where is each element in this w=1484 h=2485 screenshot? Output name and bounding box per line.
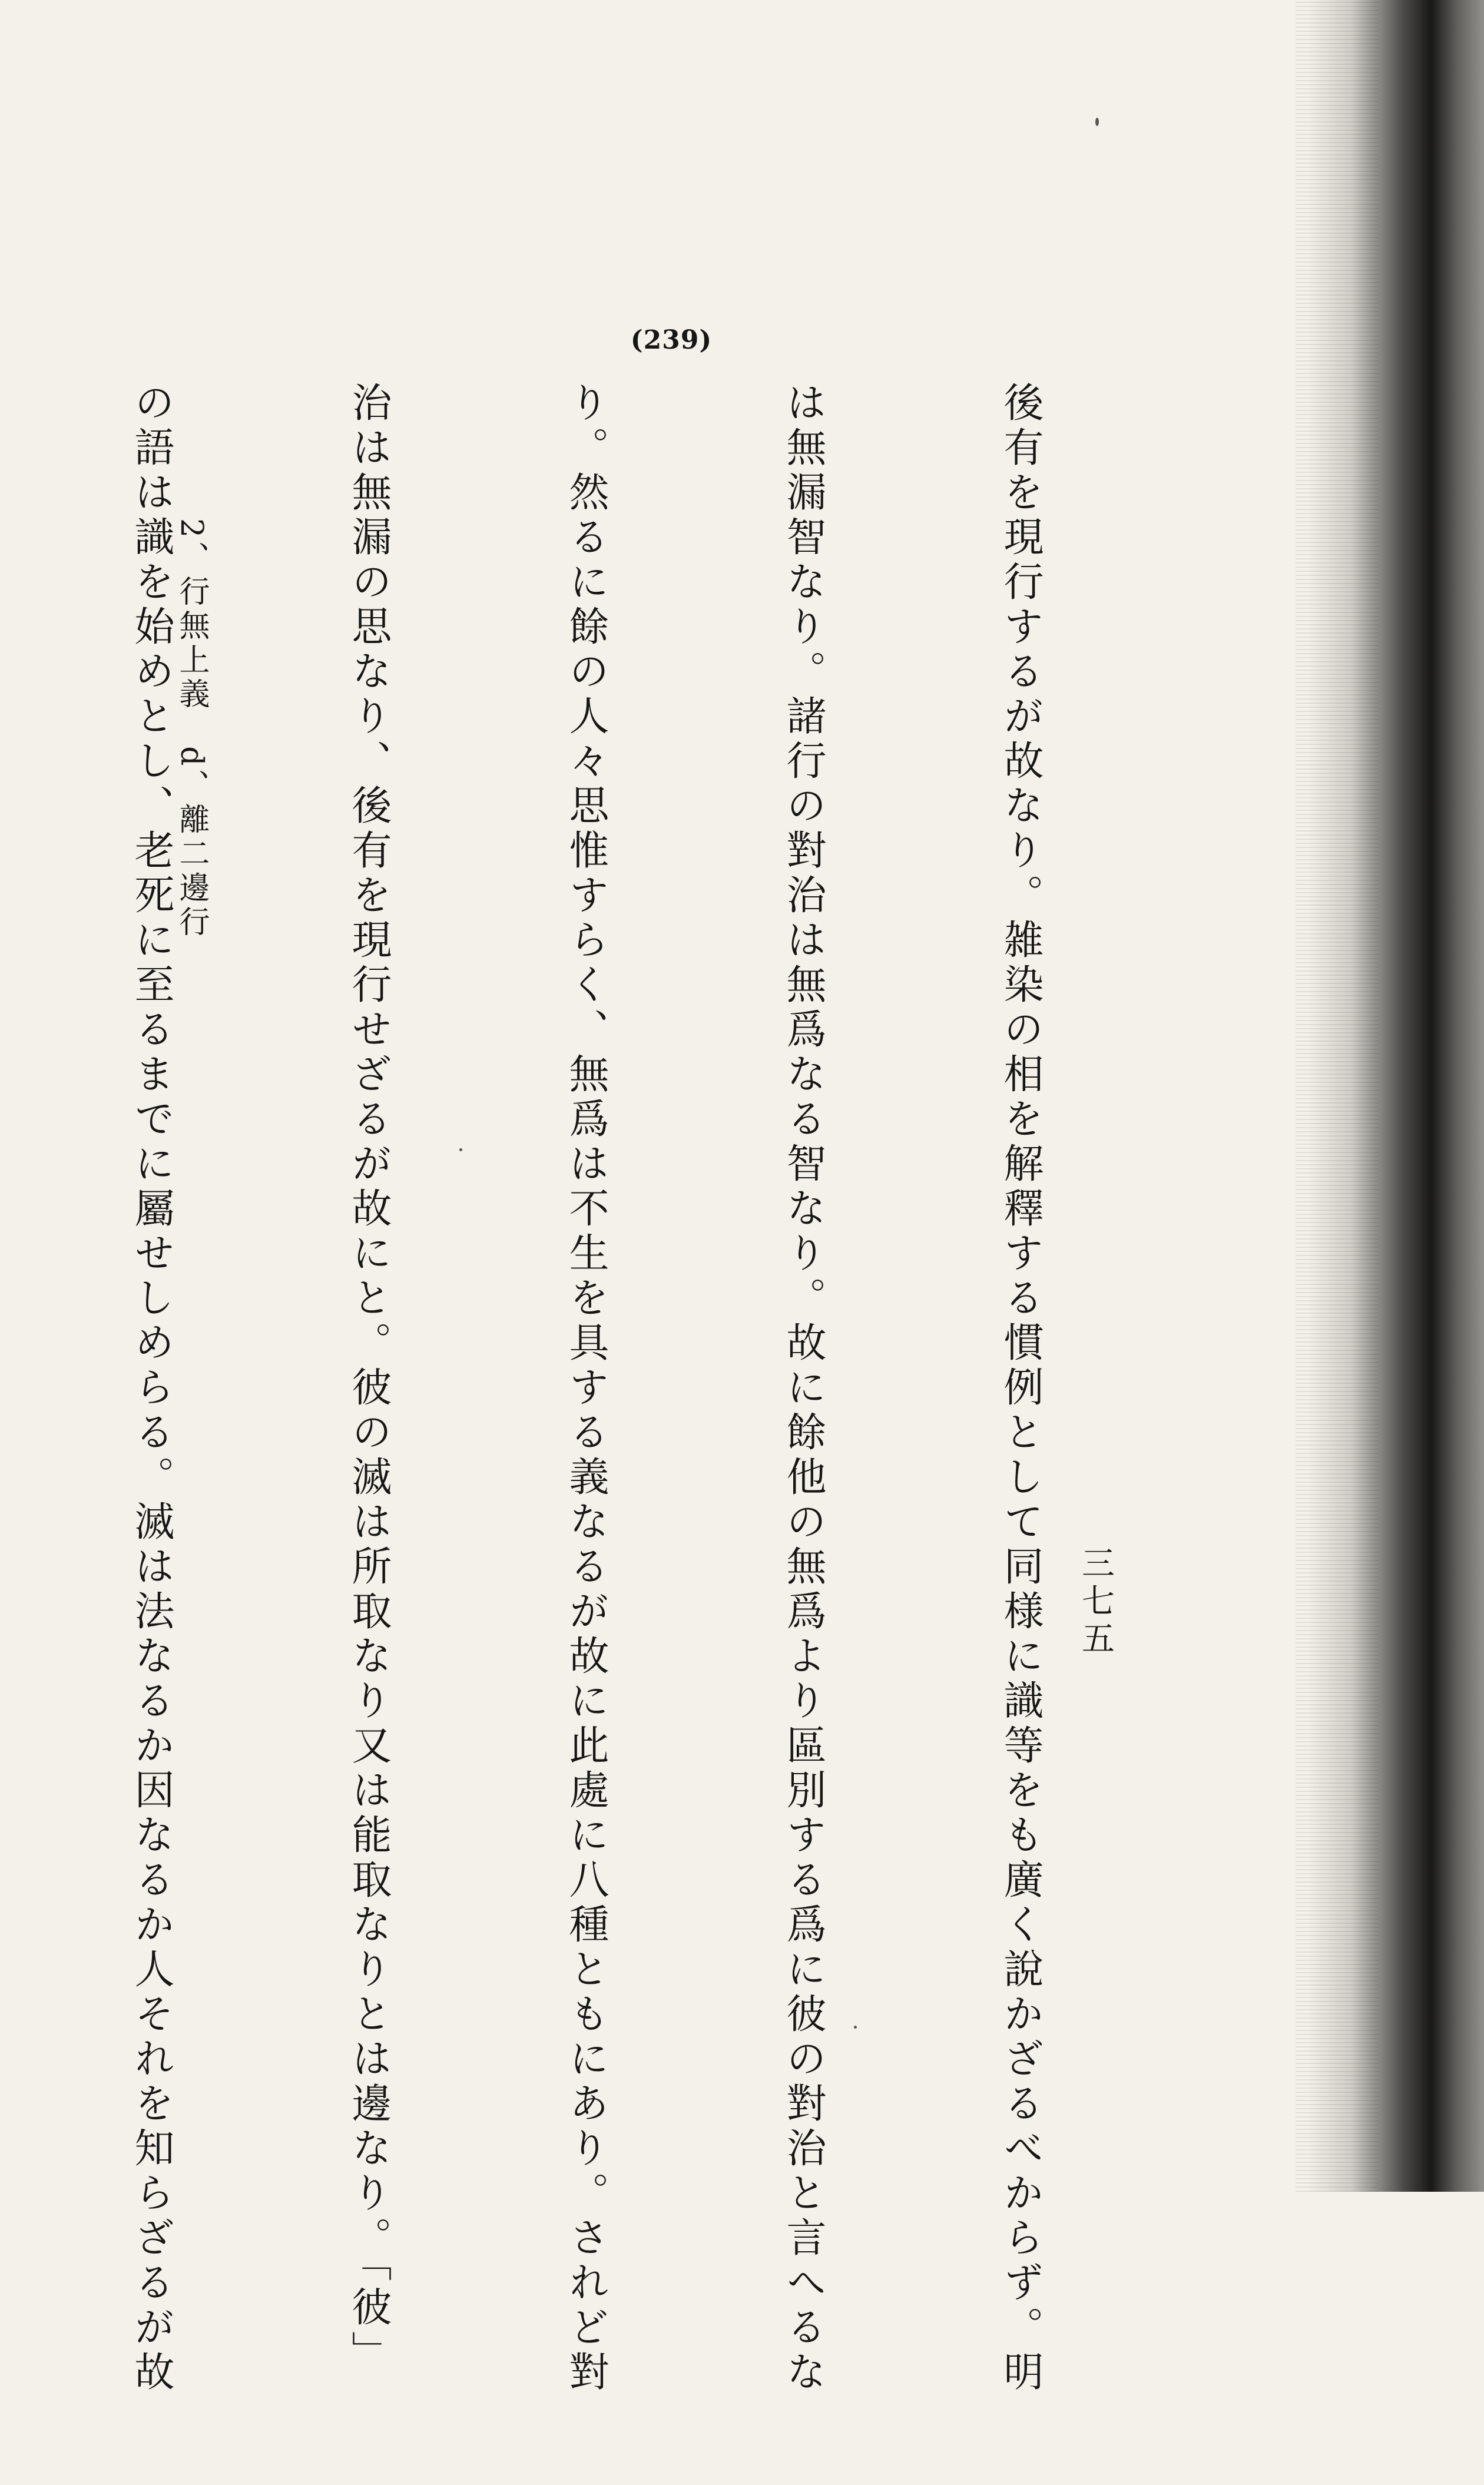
text-line: 後有を現行するが故なり。雑染の相を解釋する慣例として同様に識等をも廣く說かざるべからず。明 [997, 382, 1044, 2395]
running-footer-section: 2、行無上義 d、離二邊行 [174, 518, 209, 940]
text-line: は無漏智なり。諸行の對治は無爲なる智なり。故に餘他の無爲より區別する爲に彼の對治と言へるな [780, 382, 826, 2395]
text-line: り。然るに餘の人々思惟すらく、無爲は不生を具する義なるが故に此處に八種ともにあり。されど對 [562, 382, 609, 2395]
page-number: (239) [630, 325, 713, 355]
scan-speck [459, 1148, 462, 1151]
text-line: の語は識を始めとし、老死に至るまでに屬せしめらる。滅は法なるか因なるか人それを知らざるが故 [128, 382, 174, 2395]
book-gutter-shadow [1307, 0, 1484, 2192]
text-line: 治は無漏の思なり、後有を現行せざるが故にと。彼の滅は所取なり又は能取なりとは邊なり。「彼」 [345, 382, 392, 2375]
scan-speck [1095, 118, 1099, 126]
scan-speck [854, 2026, 857, 2029]
folio-number: 三七五 [1076, 1546, 1115, 1659]
